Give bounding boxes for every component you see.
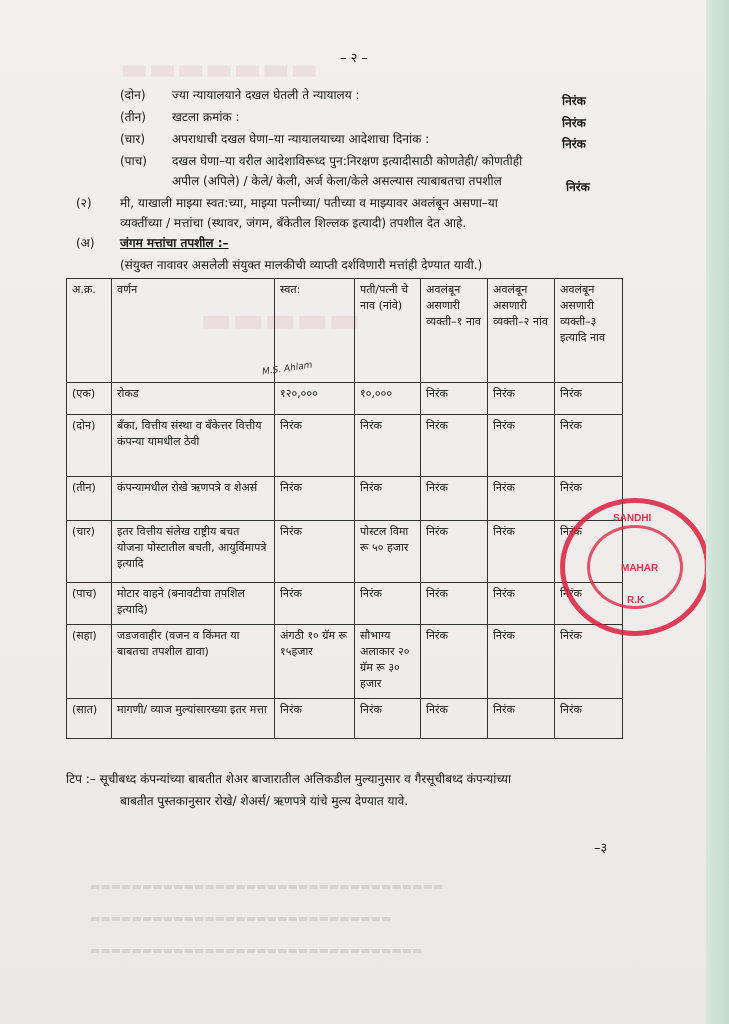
table-cell: निरंक [488, 583, 555, 625]
table-cell: निरंक [488, 699, 555, 739]
intro-value: निरंक [562, 116, 586, 130]
table-cell: निरंक [355, 699, 421, 739]
table-cell: कंपन्यामधील रोखे ऋणपत्रे व शेअर्स [112, 477, 275, 521]
seal-text: MAHAR [621, 563, 659, 574]
table-cell: निरंक [488, 521, 555, 583]
table-cell: निरंक [275, 583, 355, 625]
table-cell: १०,००० [355, 383, 421, 415]
table-cell: निरंक [421, 625, 488, 699]
official-seal-stamp [560, 498, 706, 636]
table-cell: निरंक [421, 477, 488, 521]
table-cell: (दोन) [67, 415, 112, 477]
table-cell: निरंक [555, 415, 623, 477]
section-2-line: व्यक्तींच्या / मत्तांचा (स्थावर, जंगम, बँकेतील शिल्लक इत्यादी) तपशील देत आहे. [120, 216, 467, 230]
footnote-line: बाबतीत पुस्तकानुसार रोखे/ शेअर्स/ ऋणपत्रे यांचे मुल्य देण्यात यावे. [120, 794, 409, 808]
table-row [67, 521, 623, 583]
header-cell: वर्णन [112, 279, 275, 383]
header-cell: पती/पत्नी चे नाव (नांवे) [355, 279, 421, 383]
header-cell: अवलंबून असणारी व्यक्ती–३ इत्यादि नाव [555, 279, 623, 383]
table-cell: (तीन) [67, 477, 112, 521]
table-cell: निरंक [555, 521, 623, 583]
table-cell: अंगठी १० ग्रॅम रू १५हजार [275, 625, 355, 699]
intro-item: (तीन) खटला क्रमांक : [120, 110, 240, 124]
movable-assets-table [66, 278, 623, 739]
table-cell: १२०,००० [275, 383, 355, 415]
table-cell: रोकड [112, 383, 275, 415]
section-a-note: (संयुक्त नावावर असलेली संयुक्त मालकीची व्याप्ती दर्शविणारी मत्तांही देण्यात यावी.) [120, 258, 483, 272]
seal-text: SANDHI [613, 513, 652, 524]
bleed-through-line: ▬▬▬▬▬▬▬▬▬▬▬▬▬▬▬▬▬▬▬▬▬▬▬▬▬▬▬▬▬▬▬▬ [90, 944, 423, 957]
table-row [67, 415, 623, 477]
table-cell: निरंक [555, 477, 623, 521]
table-cell: (एक) [67, 383, 112, 415]
table-cell: निरंक [555, 625, 623, 699]
table-cell: निरंक [555, 383, 623, 415]
bleed-through-text: ▬▬▬▬▬ [200, 300, 361, 340]
table-cell: निरंक [355, 477, 421, 521]
intro-value: निरंक [562, 94, 586, 108]
table-cell: मागणी/ व्याज मुल्यांसारख्या इतर मत्ता [112, 699, 275, 739]
table-cell: सौभाग्य अलाकार २० ग्रॅम रू ३० हजार [355, 625, 421, 699]
table-row [67, 699, 623, 739]
table-cell: निरंक [421, 699, 488, 739]
table-cell: निरंक [275, 521, 355, 583]
intro-item: (चार) अपराधाची दखल घेणा–या न्यायालयाच्या आदेशाचा दिनांक : [120, 132, 430, 146]
table-cell: निरंक [488, 625, 555, 699]
table-cell: जडजवाहीर (वजन व किंमत या बाबतचा तपशील द्यावा) [112, 625, 275, 699]
table-cell: निरंक [421, 383, 488, 415]
intro-item: (पाच) दखल घेणा–या वरील आदेशाविरूध्द पुन:निरक्षण इत्यादीसाठी कोणतेही/ कोणतीही [120, 154, 523, 168]
table-cell: निरंक [555, 699, 623, 739]
next-page-marker: –३ [594, 841, 608, 856]
header-cell: अवलंबून असणारी व्यक्ती–२ नांव [488, 279, 555, 383]
intro-item-continued: अपील (अपिले) / केले/ केली, अर्ज केला/केले असल्यास त्याबाबतचा तपशील [172, 174, 502, 188]
page-edge [706, 0, 729, 1024]
table-cell: इतर वित्तीय संलेख राष्ट्रीय बचत योजना पोस्टातील बचती, आयुर्विमापत्रे इत्यादि [112, 521, 275, 583]
table-cell: मोटार वाहने (बनावटीचा तपशिल इत्यादि) [112, 583, 275, 625]
table-cell: निरंक [355, 583, 421, 625]
table-cell: निरंक [488, 415, 555, 477]
table-cell: बँका, वित्तीय संस्था व बँकेत्तर वित्तीय कंपन्या यामधील ठेवी [112, 415, 275, 477]
table-cell: (पाच) [67, 583, 112, 625]
intro-value: निरंक [562, 137, 586, 151]
table-cell: (सात) [67, 699, 112, 739]
table-header-row [67, 279, 623, 383]
table-cell: निरंक [488, 383, 555, 415]
table-cell: निरंक [421, 583, 488, 625]
page-number: – २ – [340, 51, 369, 66]
table-cell: निरंक [275, 415, 355, 477]
table-cell: निरंक [275, 477, 355, 521]
section-2-label: (२) [76, 196, 92, 210]
table-cell: पोस्टल विमा रू ५० हजार [355, 521, 421, 583]
seal-text: R.K [627, 595, 645, 606]
header-cell: अ.क्र. [67, 279, 112, 383]
section-a-title: जंगम मत्तांचा तपशील :– [120, 236, 229, 250]
table-row [67, 625, 623, 699]
table-row [67, 477, 623, 521]
table-row [67, 583, 623, 625]
table-cell: निरंक [275, 699, 355, 739]
table-cell: निरंक [355, 415, 421, 477]
intro-value: निरंक [566, 180, 590, 194]
header-cell: स्वत: [275, 279, 355, 383]
table-cell: (सहा) [67, 625, 112, 699]
bleed-through-text: ▬▬▬▬▬▬▬ [120, 52, 319, 87]
section-a-label: (अ) [76, 236, 95, 250]
table-cell: निरंक [555, 583, 623, 625]
bleed-through-line: ▬▬▬▬▬▬▬▬▬▬▬▬▬▬▬▬▬▬▬▬▬▬▬▬▬▬▬▬▬▬▬▬▬▬ [90, 880, 444, 893]
handwritten-note: M.S. Ahlam [261, 360, 314, 378]
table-cell: निरंक [488, 477, 555, 521]
table-cell: निरंक [421, 521, 488, 583]
header-cell: अवलंबून असणारी व्यक्ती–१ नाव [421, 279, 488, 383]
bleed-through-line: ▬▬▬▬▬▬▬▬▬▬▬▬▬▬▬▬▬▬▬▬▬▬▬▬▬▬▬▬▬ [90, 912, 392, 925]
section-2-line: मी, याखाली माझ्या स्वत:च्या, माझ्या पत्नीच्या/ पतीच्या व माझ्यावर अवलंबून असणा–या [120, 196, 498, 210]
footnote-line: टिप :– सूचीबध्द कंपन्यांच्या बाबतीत शेअर बाजारातील अलिकडील मुल्यानुसार व गैरसूचीबध्द कंपन्यांच्या [66, 772, 512, 786]
intro-item: (दोन) ज्या न्यायालयाने दखल घेतली ते न्यायालय : [120, 88, 360, 102]
table-row [67, 383, 623, 415]
table-cell: निरंक [421, 415, 488, 477]
table-cell: (चार) [67, 521, 112, 583]
